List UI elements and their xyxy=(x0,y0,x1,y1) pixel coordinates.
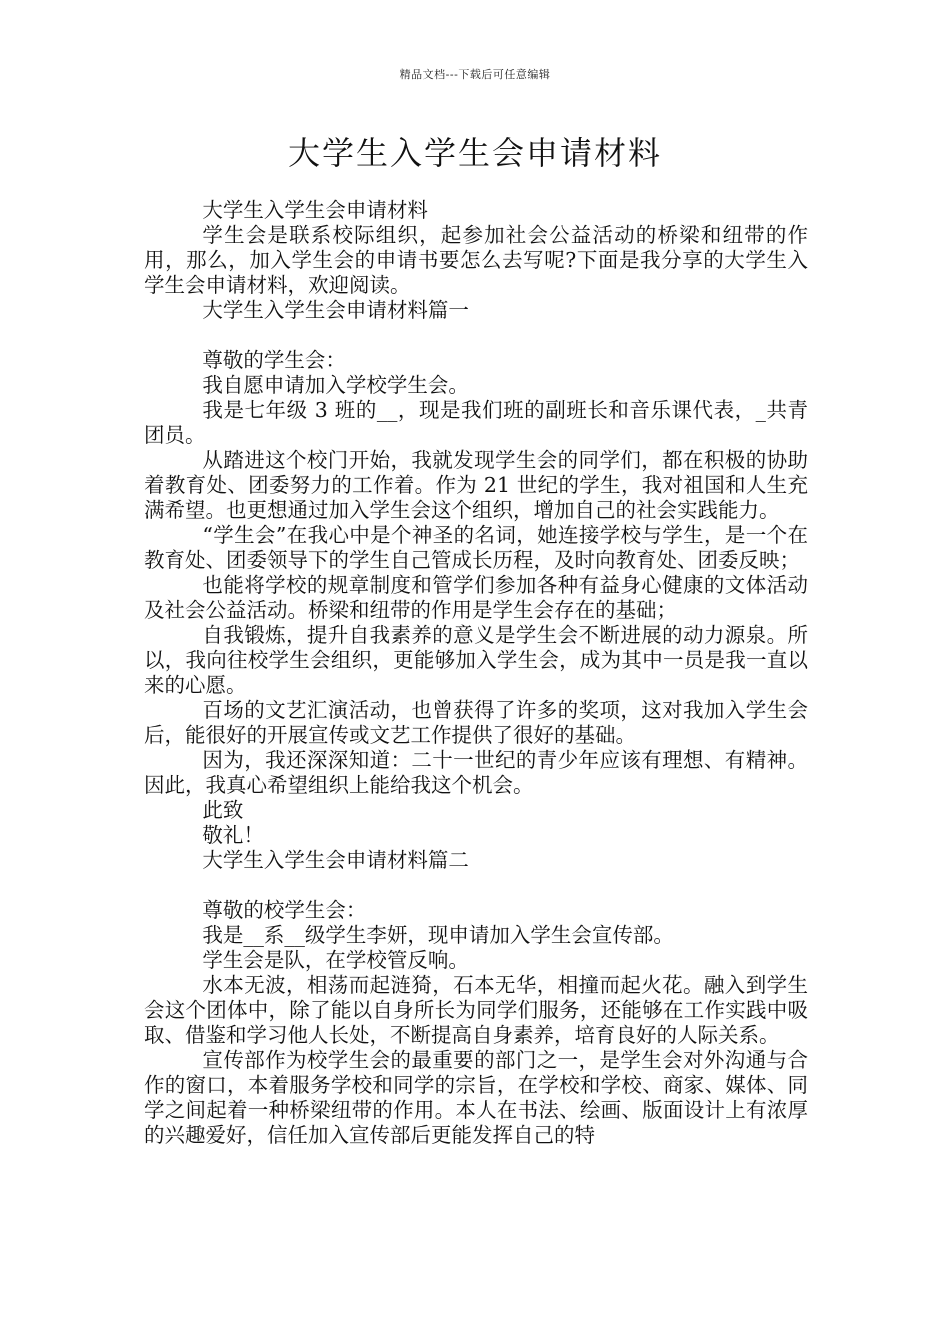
paragraph: “学生会”在我心中是个神圣的名词，她连接学校与学生，是一个在教育处、团委领导下的学生自己管成长历程，及时向教育处、团委反映； xyxy=(144,523,808,572)
document-body xyxy=(144,198,808,1148)
section-heading-one: 大学生入学生会申请材料篇一 xyxy=(202,298,469,322)
paragraph: 也能将学校的规章制度和管学们参加各种有益身心健康的文体活动及社会公益活动。桥梁和纽带的作用是学生会存在的基础； xyxy=(144,573,808,622)
paragraph: 我是七年级 3 班的__，现是我们班的副班长和音乐课代表，_共青团员。 xyxy=(144,398,808,447)
salutation-two: 尊敬的校学生会： xyxy=(202,898,367,922)
paragraph: 水本无波，相荡而起涟猗，石本无华，相撞而起火花。融入到学生会这个团体中，除了能以自身所长为同学们服务，还能够在工作实践中吸取、借鉴和学习他人长处，不断提高自身素养，培育良好的人际关系。 xyxy=(144,973,808,1047)
salutation-one: 尊敬的学生会： xyxy=(202,348,346,372)
paragraph-intro: 学生会是联系校际组织，起参加社会公益活动的桥梁和纽带的作用，那么，加入学生会的申请书要怎么去写呢?下面是我分享的大学生入学生会申请材料，欢迎阅读。 xyxy=(144,223,808,297)
paragraph: 从踏进这个校门开始，我就发现学生会的同学们，都在积极的协助着教育处、团委努力的工作着。作为 21 世纪的学生，我对祖国和人生充满希望。也更想通过加入学生会这个组织，增加自己的社会实践能力。 xyxy=(144,448,808,522)
header-note: 精品文档---下载后可任意编辑 xyxy=(399,68,551,81)
blank-line xyxy=(144,323,808,348)
paragraph: 因为，我还深深知道：二十一世纪的青少年应该有理想、有精神。因此，我真心希望组织上能给我这个机会。 xyxy=(144,748,808,797)
paragraph: 学生会是队，在学校管反响。 xyxy=(202,948,469,972)
section-heading-two: 大学生入学生会申请材料篇二 xyxy=(202,848,469,872)
paragraph-intro-heading: 大学生入学生会申请材料 xyxy=(202,198,428,222)
paragraph: 自我锻炼，提升自我素养的意义是学生会不断进展的动力源泉。所以，我向往校学生会组织，更能够加入学生会，成为其中一员是我一直以来的心愿。 xyxy=(144,623,808,697)
paragraph: 我自愿申请加入学校学生会。 xyxy=(202,373,469,397)
closing-line: 此致 xyxy=(202,798,244,822)
paragraph: 百场的文艺汇演活动，也曾获得了许多的奖项，这对我加入学生会后，能很好的开展宣传或文艺工作提供了很好的基础。 xyxy=(144,698,808,747)
paragraph: 宣传部作为校学生会的最重要的部门之一，是学生会对外沟通与合作的窗口，本着服务学校和同学的宗旨，在学校和学校、商家、媒体、同学之间起着一种桥梁纽带的作用。本人在书法、绘画、版面设计上有浓厚的兴趣爱好，信任加入宣传部后更能发挥自己的特 xyxy=(144,1048,808,1147)
blank-line xyxy=(144,873,808,898)
closing-line: 敬礼！ xyxy=(202,823,264,847)
paragraph: 我是__系__级学生李妍，现申请加入学生会宣传部。 xyxy=(202,923,674,947)
document-title: 大学生入学生会申请材料 xyxy=(287,134,662,172)
